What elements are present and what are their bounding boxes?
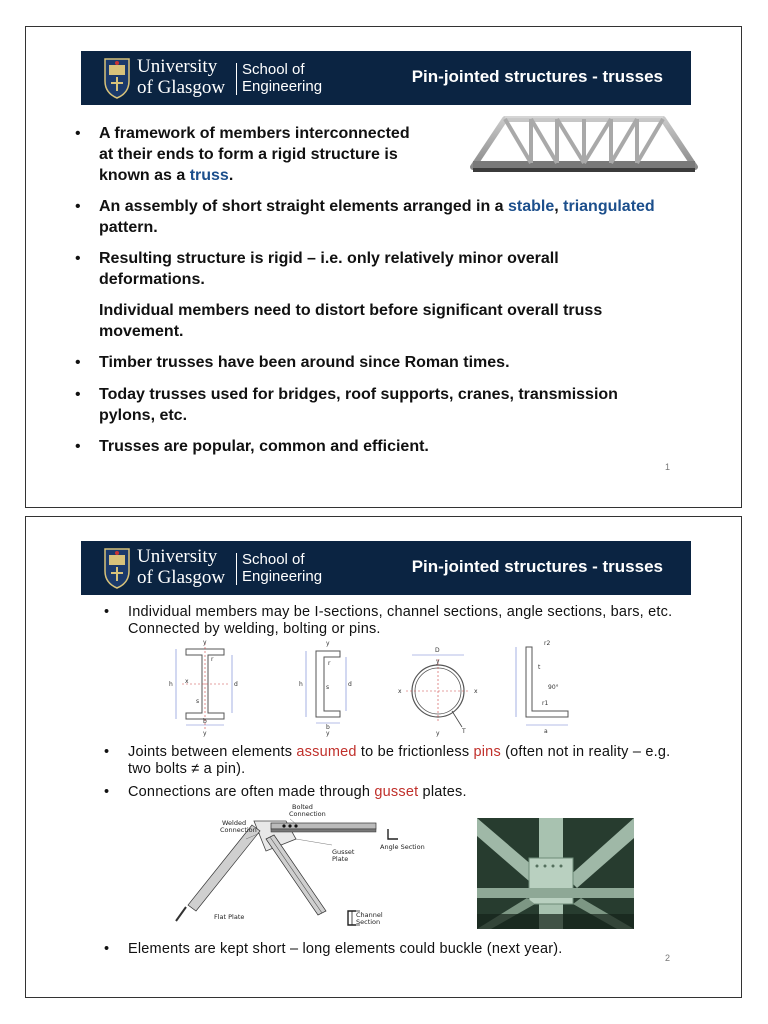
term-assumed: assumed (296, 744, 357, 760)
term-stable: stable (508, 198, 555, 215)
label-p-y: y (436, 658, 440, 665)
header-banner (81, 51, 691, 105)
slide-title: Pin-jointed structures - trusses (411, 67, 663, 86)
header-divider (236, 63, 237, 95)
label-i-s: s (196, 698, 200, 705)
label-gusset: Gusset (332, 848, 355, 856)
label-bolted-connection: Connection (289, 810, 326, 818)
slide-title: Pin-jointed structures - trusses (411, 557, 663, 576)
section-profiles-diagram (156, 639, 576, 735)
label-i-r: r (211, 656, 214, 663)
bullet-member-types: • Individual members may be I-sections, channel sections, angle sections, bars, etc. Connected by welding, bolting or pins. (128, 604, 688, 638)
label-p-T: T (462, 728, 466, 735)
label-i-h: h (169, 681, 173, 688)
slide-1 (25, 26, 742, 508)
bullet-buckle: • Elements are kept short – long elements could buckle (next year). (128, 941, 688, 958)
label-a-r1: r1 (542, 700, 549, 707)
label-p-x-right: x (474, 688, 478, 695)
uni-of: of (137, 77, 153, 98)
label-c-b: b (326, 724, 330, 731)
school-name: School of Engineering (242, 551, 323, 585)
label-plate: Plate (332, 855, 349, 863)
term-pins: pins (473, 744, 501, 760)
label-a-angle: 90° (548, 684, 559, 691)
university-wordmark: University of Glasgow (137, 56, 226, 98)
page-number: 1 (664, 462, 670, 472)
label-a-a: a (544, 728, 548, 735)
label-a-r2: r2 (544, 640, 551, 647)
bullet-roman: • Timber trusses have been around since Roman times. (99, 352, 659, 373)
label-welded: Welded (222, 819, 247, 827)
label-i-x: x (185, 678, 189, 685)
bullet-truss-definition: • A framework of members interconnected at their ends to form a rigid structure is known as a truss. (99, 123, 419, 186)
bullet-distort: Individual members need to distort before significant overall truss movement. (99, 302, 603, 340)
label-flat-plate: Flat Plate (214, 913, 245, 921)
uni-name: Glasgow (157, 567, 226, 588)
label-welded-connection: Connection (220, 826, 257, 834)
slide-2 (25, 516, 742, 998)
label-p-D: D (435, 647, 440, 654)
label-p-x-left: x (398, 688, 402, 695)
gusset-plate-diagram (156, 803, 425, 933)
label-i-y-top: y (203, 639, 207, 646)
label-c-d: d (348, 681, 352, 688)
uni-of: of (137, 567, 153, 588)
label-c-s: s (326, 684, 330, 691)
label-c-y-bot: y (326, 730, 330, 737)
bullet-popular: • Trusses are popular, common and efficient. (99, 436, 659, 457)
bullet-triangulated: • An assembly of short straight elements arranged in a stable, triangulated pattern. (99, 196, 659, 238)
label-c-y: y (326, 640, 330, 647)
gusset-photo (477, 818, 634, 929)
uni-name: Glasgow (157, 77, 226, 98)
label-c-r: r (328, 660, 331, 667)
term-gusset: gusset (374, 784, 419, 800)
header-banner (81, 541, 691, 595)
bullet-gusset: • Connections are often made through gusset plates. (128, 784, 688, 801)
label-bolted: Bolted (292, 803, 313, 811)
label-a-t: t (538, 664, 541, 671)
label-i-b: b (203, 718, 207, 725)
university-wordmark: University of Glasgow (137, 546, 226, 588)
truss-bridge-image (469, 111, 699, 175)
university-crest-icon (103, 547, 131, 589)
label-channel: Channel (356, 911, 383, 919)
page-number: 2 (664, 953, 670, 963)
university-crest-icon (103, 57, 131, 99)
bullet-rigid: • Resulting structure is rigid – i.e. only relatively minor overall deformations. (99, 248, 659, 290)
term-truss: truss (189, 167, 229, 184)
bullet-joints: • Joints between elements assumed to be frictionless pins (often not in reality – e.g. two bolts ≠ a pin). (128, 744, 688, 778)
label-section: Section (356, 918, 381, 926)
label-i-y-bot: y (203, 730, 207, 737)
bullet-uses: • Today trusses used for bridges, roof supports, cranes, transmission pylons, etc. (99, 384, 659, 426)
label-c-h: h (299, 681, 303, 688)
label-p-y-bot: y (436, 730, 440, 737)
label-angle-section: Angle Section (380, 843, 425, 851)
header-divider (236, 553, 237, 585)
label-i-d: d (234, 681, 238, 688)
school-name: School of Engineering (242, 61, 323, 95)
term-triangulated: triangulated (563, 198, 655, 215)
